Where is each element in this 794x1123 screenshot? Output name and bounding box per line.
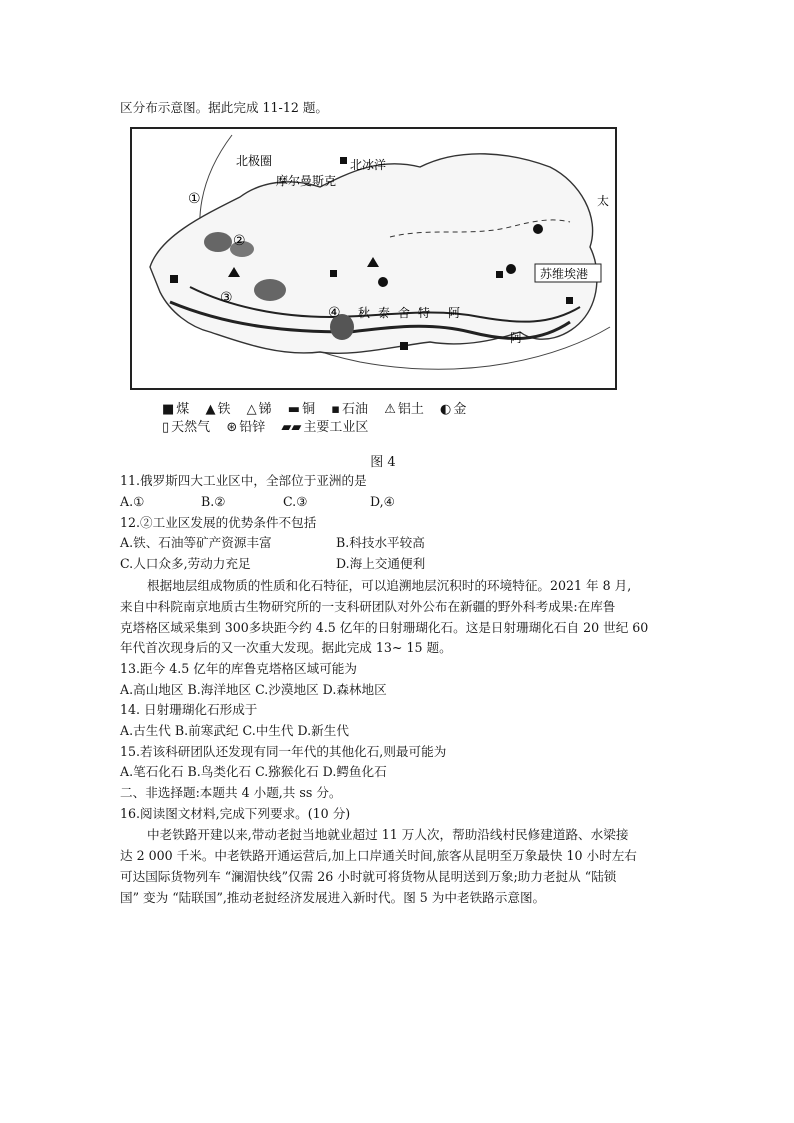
q11-option-b: B.② xyxy=(201,494,226,509)
arctic-ocean-label: 北冰洋 xyxy=(350,158,387,172)
hollow-triangle-icon: △ xyxy=(246,402,257,417)
map-legend-row-2 xyxy=(162,416,380,435)
q12-stem: 12.②工业区发展的优势条件不包括 xyxy=(120,515,317,530)
gas-icon: ▯ xyxy=(162,420,170,435)
q14-stem: 14. 日射珊瑚化石形成于 xyxy=(120,702,258,717)
intro-text: 区分布示意图。据此完成 11-12 题。 xyxy=(120,100,329,115)
q16-stem: 16.阅读图文材料,完成下列要求。(10 分) xyxy=(120,806,351,821)
legend-item: ▰▰ 主要工业区 xyxy=(281,420,369,435)
legend-item: ▯ 天然气 xyxy=(162,420,211,435)
murmansk-label: 摩尔曼斯克 xyxy=(276,174,337,188)
map-legend-row-1 xyxy=(162,398,478,417)
coal-symbol xyxy=(400,342,408,350)
gold-symbol xyxy=(506,264,516,274)
legend-item: △ 锑 xyxy=(246,402,272,417)
q11-option-d: D,④ xyxy=(370,494,395,509)
q13-stem: 13.距今 4.5 亿年的库鲁克塔格区域可能为 xyxy=(120,661,357,676)
altai-label-3: 舍 xyxy=(398,306,411,320)
q15-stem: 15.若该科研团队还发现有同一年代的其他化石,则最可能为 xyxy=(120,744,447,759)
q13-options: A.高山地区 B.海洋地区 C.沙漠地区 D.森林地区 xyxy=(120,682,387,697)
oil-symbol xyxy=(340,157,347,164)
arctic-circle-label: 北极圈 xyxy=(236,154,273,168)
amur-label: 阿 xyxy=(448,306,461,320)
q16-passage-line: 国” 变为 “陆联国”,推动老挝经济发展进入新时代。图 5 为中老铁路示意图。 xyxy=(120,890,546,905)
q12-option-a: A.铁、石油等矿产资源丰富 xyxy=(120,535,272,550)
q12-option-d: D.海上交通便利 xyxy=(336,556,426,571)
passage-line: 根据地层组成物质的性质和化石特征，可以追溯地层沉积时的环境特征。2021 年 8 月, xyxy=(147,578,632,593)
coal-symbol xyxy=(330,270,337,277)
port-label: 苏维埃港 xyxy=(540,267,589,281)
square-icon: ■ xyxy=(162,402,175,417)
triangle-icon: ▲ xyxy=(205,402,216,417)
altai-label-4: 特 xyxy=(418,306,431,320)
legend-item: ▪ 石油 xyxy=(331,402,369,417)
zone-4-label: ④ xyxy=(328,305,341,321)
q11-stem: 11.俄罗斯四大工业区中，全部位于亚洲的是 xyxy=(120,473,367,488)
industrial-zone-1 xyxy=(204,232,232,252)
zone-1-label: ① xyxy=(188,191,201,207)
section-two-heading: 二、非选择题:本题共 4 小题,共 ss 分。 xyxy=(120,785,342,800)
passage-line: 来自中科院南京地质古生物研究所的一支科研团队对外公布在新疆的野外科考成果:在库鲁 xyxy=(120,599,616,614)
lead-zinc-icon: ⊛ xyxy=(226,420,238,435)
legend-item: ◐ 金 xyxy=(440,402,467,417)
half-circle-icon: ◐ xyxy=(440,402,452,417)
russia-resource-map xyxy=(130,127,617,390)
coal-symbol xyxy=(566,297,573,304)
zone-2-label: ② xyxy=(233,233,246,249)
q11-option-c: C.③ xyxy=(283,494,308,509)
small-square-icon: ▪ xyxy=(331,402,341,417)
aluminum-icon: ⚠ xyxy=(384,402,396,417)
q16-passage-line: 达 2 000 千米。中老铁路开通运营后,加上口岸通关时间,旅客从昆明至万象最快 10 小时左右 xyxy=(120,848,637,863)
passage-line: 克塔格区域采集到 300多块距今约 4.5 亿年的日射珊瑚化石。这是日射珊瑚化石自 20 世纪 60 xyxy=(120,620,649,635)
legend-item: ■ 煤 xyxy=(162,402,190,417)
gold-symbol xyxy=(378,277,388,287)
q12-option-b: B.科技水平较高 xyxy=(336,535,425,550)
pacific-label: 太 xyxy=(597,194,610,208)
q14-options: A.古生代 B.前寒武纪 C.中生代 D.新生代 xyxy=(120,723,349,738)
industrial-zone-3 xyxy=(254,279,286,301)
coal-symbol xyxy=(170,275,178,283)
altai-label-1: 秋 xyxy=(358,306,371,320)
legend-item: ⚠ 铝土 xyxy=(384,402,424,417)
q15-options: A.笔石化石 B.鸟类化石 C.猕猴化石 D.鳄鱼化石 xyxy=(120,764,387,779)
q12-option-c: C.人口众多,劳动力充足 xyxy=(120,556,251,571)
figure-caption: 图 4 xyxy=(370,455,396,470)
gold-symbol xyxy=(533,224,543,234)
q16-passage-line: 中老铁路开建以来,带动老挝当地就业超过 11 万人次，帮助沿线村民修建道路、水梁接 xyxy=(147,827,629,842)
q16-passage-line: 可达国际货物列车 “澜湄快线”仅需 26 小时就可将货物从昆明送到万象;助力老挝从 “陆锁 xyxy=(120,869,617,884)
bar-icon: ▬ xyxy=(287,402,301,417)
altai-label-2: 泰 xyxy=(378,306,391,320)
coal-symbol xyxy=(496,271,503,278)
zone-3-label: ③ xyxy=(220,290,233,306)
q11-option-a: A.① xyxy=(120,494,145,509)
legend-item: ⊛ 铅锌 xyxy=(226,420,266,435)
legend-item: ▬ 铜 xyxy=(287,402,316,417)
ba-label: 阿 xyxy=(510,331,523,345)
passage-line: 年代首次现身后的又一次重大发现。据此完成 13~ 15 题。 xyxy=(120,640,452,655)
map-svg xyxy=(130,127,617,390)
legend-item: ▲ 铁 xyxy=(205,402,231,417)
industrial-zone-icon: ▰▰ xyxy=(281,420,302,435)
